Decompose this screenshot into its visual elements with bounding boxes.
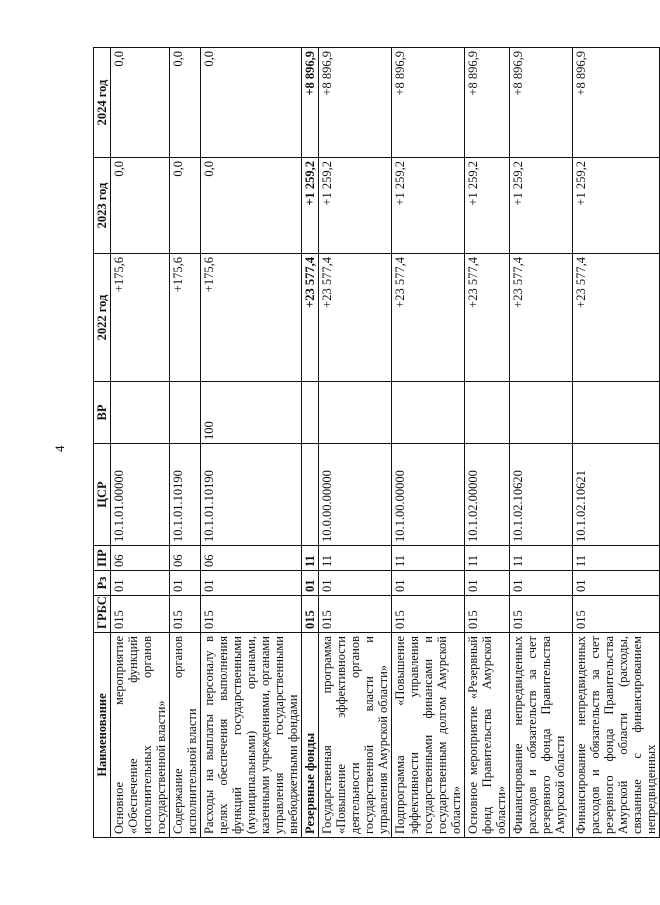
- cell-pr: 11: [392, 546, 465, 571]
- cell-2022: +23 577,4: [392, 254, 465, 382]
- cell-2022: +175,6: [111, 254, 170, 382]
- cell-2024: +8 896,9: [465, 48, 510, 158]
- cell-vr: [510, 382, 573, 444]
- cell-vr: [170, 382, 201, 444]
- cell-pr: 06: [170, 546, 201, 571]
- cell-name: Основное мероприятие «Обеспечение функций исполнительных органов государственной власти»: [111, 633, 170, 838]
- cell-pr: 11: [510, 546, 573, 571]
- cell-pr: 11: [465, 546, 510, 571]
- cell-rz: 01: [302, 571, 319, 596]
- cell-grbs: 015: [573, 596, 660, 633]
- cell-grbs: 015: [201, 596, 302, 633]
- cell-2024: +8 896,9: [302, 48, 319, 158]
- cell-2024: +8 896,9: [573, 48, 660, 158]
- cell-rz: 01: [510, 571, 573, 596]
- cell-grbs: 015: [170, 596, 201, 633]
- cell-2022: +175,6: [170, 254, 201, 382]
- cell-pr: 06: [201, 546, 302, 571]
- cell-rz: 01: [319, 571, 392, 596]
- cell-vr: [392, 382, 465, 444]
- cell-csr: 10.1.01.10190: [201, 444, 302, 546]
- cell-name: Государственная программа «Повышение эффективности деятельности органов государственной власти и управления Амурской области»: [319, 633, 392, 838]
- cell-grbs: 015: [302, 596, 319, 633]
- cell-2022: +175,6: [201, 254, 302, 382]
- header-2022: 2022 год: [94, 254, 111, 382]
- table-row: [510, 48, 573, 838]
- cell-rz: 01: [170, 571, 201, 596]
- cell-csr: 10.1.01.10190: [170, 444, 201, 546]
- cell-csr: 10.1.02.00000: [465, 444, 510, 546]
- budget-table-rotated: [93, 48, 658, 838]
- cell-rz: 01: [111, 571, 170, 596]
- cell-2023: 0,0: [111, 158, 170, 254]
- table-row: [302, 48, 319, 838]
- budget-table: [93, 47, 660, 838]
- cell-csr: [302, 444, 319, 546]
- cell-name: Подпрограмма «Повышение эффективности управления государственными финансами и государственным долгом Амурской области»: [392, 633, 465, 838]
- header-csr: ЦСР: [94, 444, 111, 546]
- cell-2022: +23 577,4: [510, 254, 573, 382]
- cell-name: Основное мероприятие «Резервный фонд Правительства Амурской области»: [465, 633, 510, 838]
- table-row: [392, 48, 465, 838]
- cell-name: Резервные фонды: [302, 633, 319, 838]
- table-header-row: [94, 48, 111, 838]
- cell-vr: 100: [201, 382, 302, 444]
- cell-name: Расходы на выплаты персоналу в целях обеспечения выполнения функций государственными (муниципальными) органами, казенными учреждениями, органами управления государственными внебюджетными фондами: [201, 633, 302, 838]
- cell-2024: +8 896,9: [392, 48, 465, 158]
- cell-name: Содержание органов исполнительной власти: [170, 633, 201, 838]
- cell-2023: 0,0: [170, 158, 201, 254]
- cell-vr: [302, 382, 319, 444]
- header-grbs: ГРБС: [94, 596, 111, 633]
- cell-2022: +23 577,4: [573, 254, 660, 382]
- cell-csr: 10.1.00.00000: [392, 444, 465, 546]
- cell-rz: 01: [465, 571, 510, 596]
- cell-pr: 11: [302, 546, 319, 571]
- cell-csr: 10.1.02.10621: [573, 444, 660, 546]
- cell-2023: +1 259,2: [392, 158, 465, 254]
- cell-2023: +1 259,2: [465, 158, 510, 254]
- table-body: [111, 48, 660, 838]
- cell-2023: +1 259,2: [573, 158, 660, 254]
- cell-grbs: 015: [465, 596, 510, 633]
- cell-csr: 10.1.01.00000: [111, 444, 170, 546]
- cell-name: Финансирование непредвиденных расходов и обязательств за счет резервного фонда Правительства Амурской области (расходы, связанные с финансированием непредвиденных: [573, 633, 660, 838]
- cell-2022: +23 577,4: [465, 254, 510, 382]
- header-rz: Рз: [94, 571, 111, 596]
- table-row: [465, 48, 510, 838]
- cell-csr: 10.0.00.00000: [319, 444, 392, 546]
- cell-2024: +8 896,9: [510, 48, 573, 158]
- cell-2024: 0,0: [201, 48, 302, 158]
- cell-vr: [465, 382, 510, 444]
- cell-grbs: 015: [319, 596, 392, 633]
- cell-rz: 01: [201, 571, 302, 596]
- table-row: [201, 48, 302, 838]
- cell-pr: 11: [573, 546, 660, 571]
- cell-vr: [111, 382, 170, 444]
- header-name: Наименование: [94, 633, 111, 838]
- cell-2023: 0,0: [201, 158, 302, 254]
- table-row: [319, 48, 392, 838]
- header-vr: ВР: [94, 382, 111, 444]
- cell-name: Финансирование непредвиденных расходов и обязательств за счет резервного фонда Правительства Амурской области: [510, 633, 573, 838]
- cell-grbs: 015: [510, 596, 573, 633]
- page-number: 4: [52, 445, 67, 452]
- cell-vr: [319, 382, 392, 444]
- cell-rz: 01: [392, 571, 465, 596]
- table-row: [573, 48, 660, 838]
- cell-pr: 11: [319, 546, 392, 571]
- cell-csr: 10.1.02.10620: [510, 444, 573, 546]
- cell-2024: +8 896,9: [319, 48, 392, 158]
- header-2023: 2023 год: [94, 158, 111, 254]
- header-2024: 2024 год: [94, 48, 111, 158]
- cell-pr: 06: [111, 546, 170, 571]
- table-row: [170, 48, 201, 838]
- cell-2024: 0,0: [111, 48, 170, 158]
- cell-2024: 0,0: [170, 48, 201, 158]
- header-pr: ПР: [94, 546, 111, 571]
- cell-2023: +1 259,2: [302, 158, 319, 254]
- cell-2023: +1 259,2: [319, 158, 392, 254]
- cell-2023: +1 259,2: [510, 158, 573, 254]
- cell-vr: [573, 382, 660, 444]
- table-row: [111, 48, 170, 838]
- cell-grbs: 015: [111, 596, 170, 633]
- cell-grbs: 015: [392, 596, 465, 633]
- cell-2022: +23 577,4: [302, 254, 319, 382]
- cell-2022: +23 577,4: [319, 254, 392, 382]
- cell-rz: 01: [573, 571, 660, 596]
